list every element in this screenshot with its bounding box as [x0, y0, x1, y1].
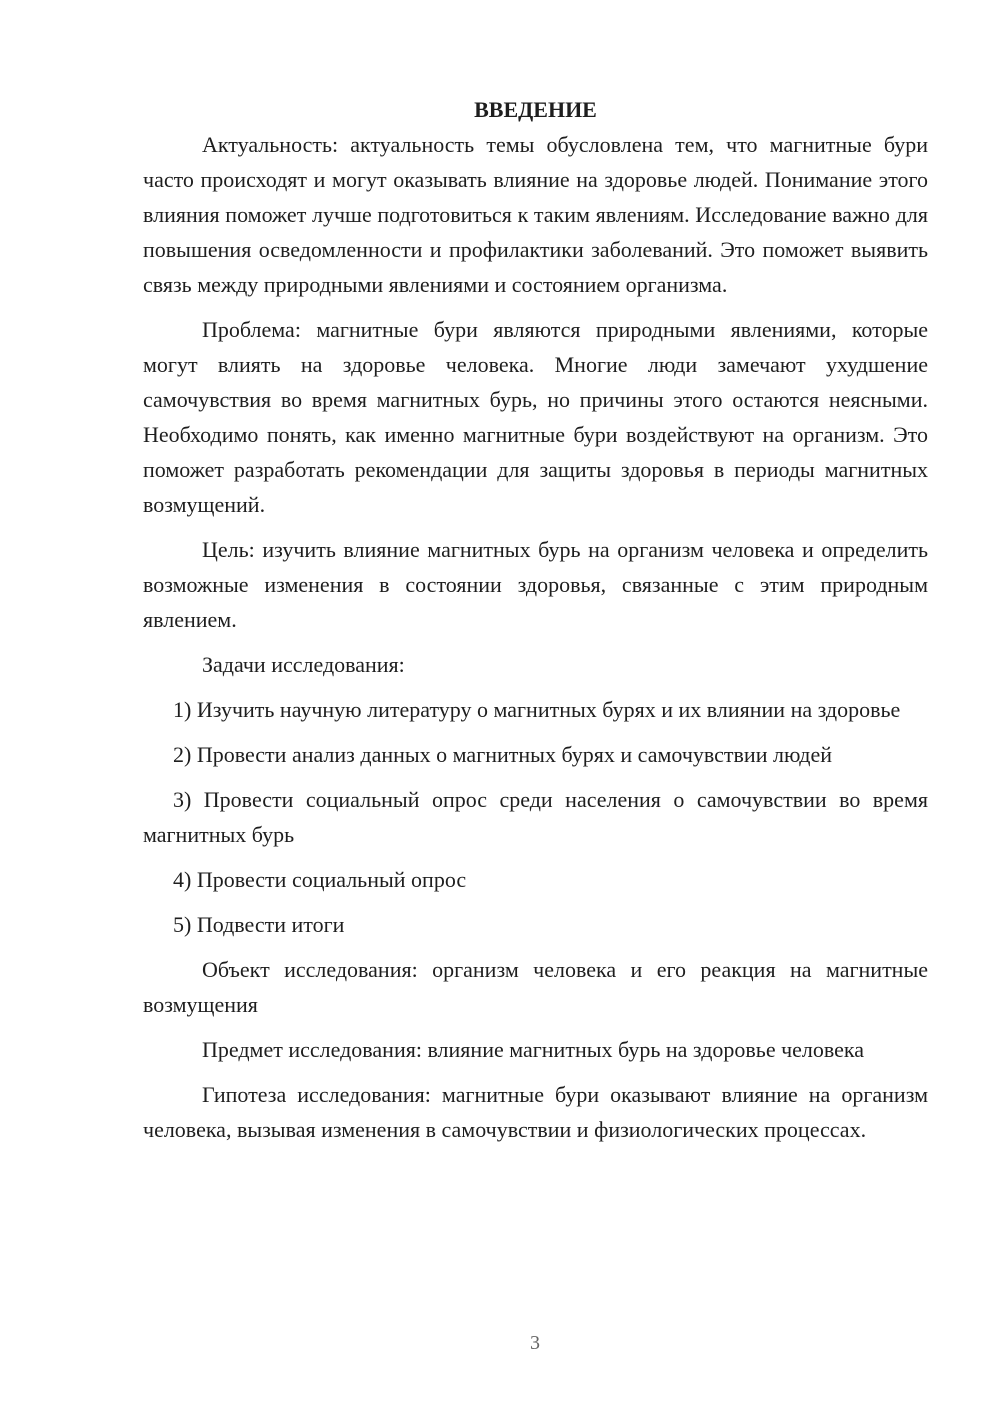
relevance-paragraph: Актуальность: актуальность темы обусловлена тем, что магнитные бури часто происходят и могут оказывать влияние на здоровье людей. Понимание этого влияния поможет лучше подготовиться к таким явлениям. Исследование важно для повышения осведомленности и профилактики заболеваний. Это поможет выявить связь между природными явлениями и состоянием организма. — [143, 132, 928, 297]
task-item: 1) Изучить научную литературу о магнитных бурях и их влиянии на здоровье — [173, 697, 901, 722]
object-paragraph: Объект исследования: организм человека и его реакция на магнитные возмущения — [143, 957, 928, 1017]
task-item: 3) Провести социальный опрос среди населения о самочувствии во время магнитных бурь — [143, 787, 928, 847]
tasks-heading: Задачи исследования: — [202, 652, 405, 677]
goal-paragraph: Цель: изучить влияние магнитных бурь на организм человека и определить возможные изменения в состоянии здоровья, связанные с этим природным явлением. — [143, 537, 928, 632]
hypothesis-paragraph: Гипотеза исследования: магнитные бури оказывают влияние на организм человека, вызывая изменения в самочувствии и физиологических процессах. — [143, 1082, 928, 1142]
page-number: 3 — [530, 1332, 540, 1354]
section-title: ВВЕДЕНИЕ — [474, 97, 597, 122]
problem-paragraph: Проблема: магнитные бури являются природными явлениями, которые могут влиять на здоровье человека. Многие люди замечают ухудшение самочувствия во время магнитных бурь, но причины этого остаются неясными. Необходимо понять, как именно магнитные бури воздействуют на организм. Это поможет разработать рекомендации для защиты здоровья в периоды магнитных возмущений. — [143, 317, 928, 517]
task-item: 5) Подвести итоги — [173, 912, 345, 937]
task-item: 4) Провести социальный опрос — [173, 867, 467, 892]
task-item: 2) Провести анализ данных о магнитных бурях и самочувствии людей — [173, 742, 833, 767]
subject-paragraph: Предмет исследования: влияние магнитных бурь на здоровье человека — [202, 1037, 865, 1062]
document-page — [143, 92, 928, 1157]
